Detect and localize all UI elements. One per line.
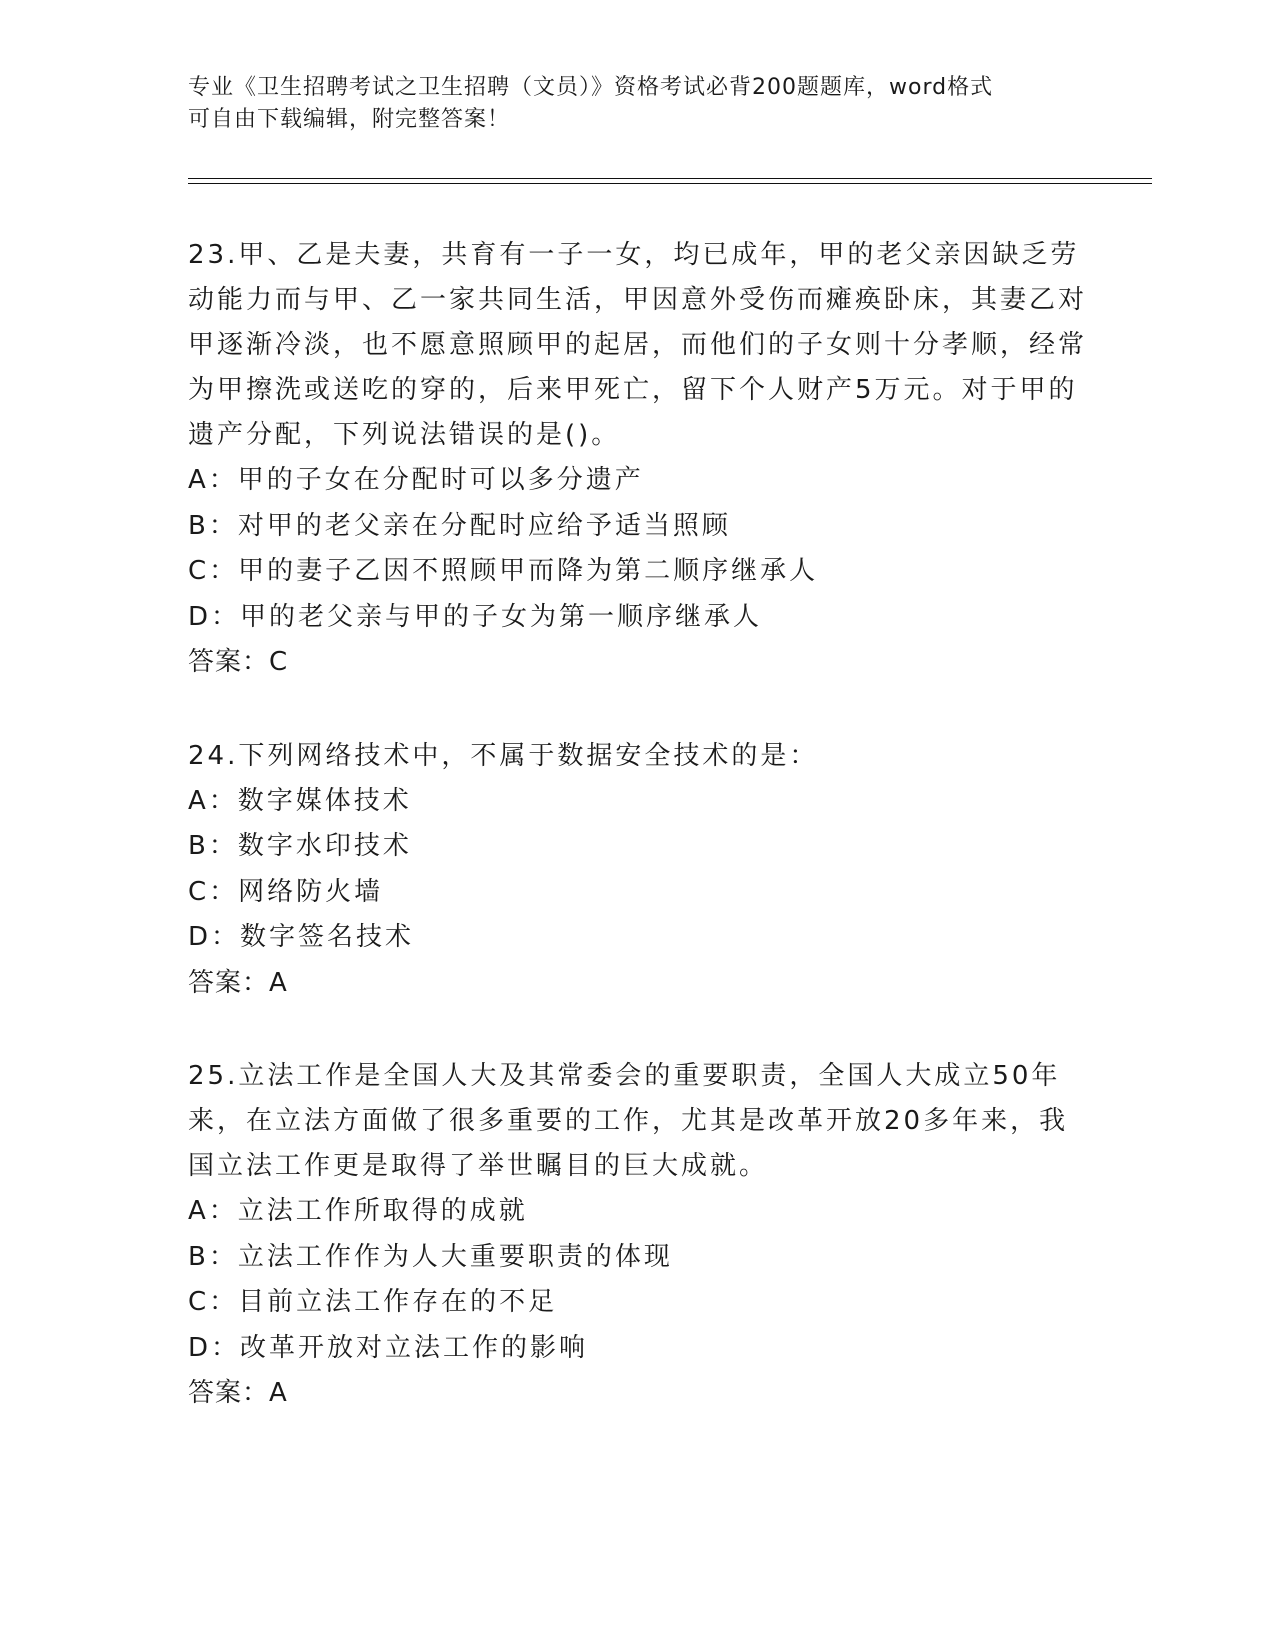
option-d: D：甲的老父亲与甲的子女为第一顺序继承人 <box>188 601 763 632</box>
option-d: D：数字签名技术 <box>188 922 415 952</box>
header-rule-top <box>188 178 1152 179</box>
option-a: A：立法工作所取得的成就 <box>188 1196 528 1226</box>
option-d: D：改革开放对立法工作的影响 <box>188 1332 589 1363</box>
option-b: B：对甲的老父亲在分配时应给予适当照顾 <box>188 510 731 541</box>
question-text: 23.甲、乙是夫妻，共育有一子一女，均已成年，甲的老父亲因缺乏劳动能力而与甲、乙一家共同生活，甲因意外受伤而瘫痪卧床，其妻乙对甲逐渐冷淡，也不愿意照顾甲的起居，而他们的子女则十分孝顺，经常为甲擦洗或送吃的穿的，后来甲死亡，留下个人财产5万元。对于甲的遗产分配，下列说法错误的是()。 <box>188 240 1088 450</box>
option-a: A：数字媒体技术 <box>188 785 412 816</box>
option-c: C：目前立法工作存在的不足 <box>188 1287 558 1317</box>
question-list <box>188 233 1088 1465</box>
option-b: B：立法工作作为人大重要职责的体现 <box>188 1241 673 1272</box>
question-text: 25.立法工作是全国人大及其常委会的重要职责，全国人大成立50年来，在立法方面做了很多重要的工作，尤其是改革开放20多年来，我国立法工作更是取得了举世瞩目的巨大成就。 <box>188 1061 1069 1181</box>
document-header <box>188 72 1088 136</box>
header-line-1: 专业《卫生招聘考试之卫生招聘（文员）》资格考试必背200题题库，word格式 <box>188 75 994 100</box>
option-c: C：甲的妻子乙因不照顾甲而降为第二顺序继承人 <box>188 556 819 586</box>
question-23 <box>188 233 1088 686</box>
answer: 答案：A <box>188 967 288 998</box>
question-24 <box>188 734 1088 1007</box>
question-text: 24.下列网络技术中，不属于数据安全技术的是： <box>188 740 819 771</box>
option-c: C：网络防火墙 <box>188 876 384 907</box>
answer: 答案：C <box>188 647 289 677</box>
answer: 答案：A <box>188 1378 288 1408</box>
header-line-2: 可自由下载编辑，附完整答案！ <box>188 107 511 132</box>
option-b: B：数字水印技术 <box>188 831 412 861</box>
header-rule-bottom <box>188 183 1152 184</box>
option-a: A：甲的子女在分配时可以多分遗产 <box>188 465 644 495</box>
question-25 <box>188 1054 1088 1417</box>
